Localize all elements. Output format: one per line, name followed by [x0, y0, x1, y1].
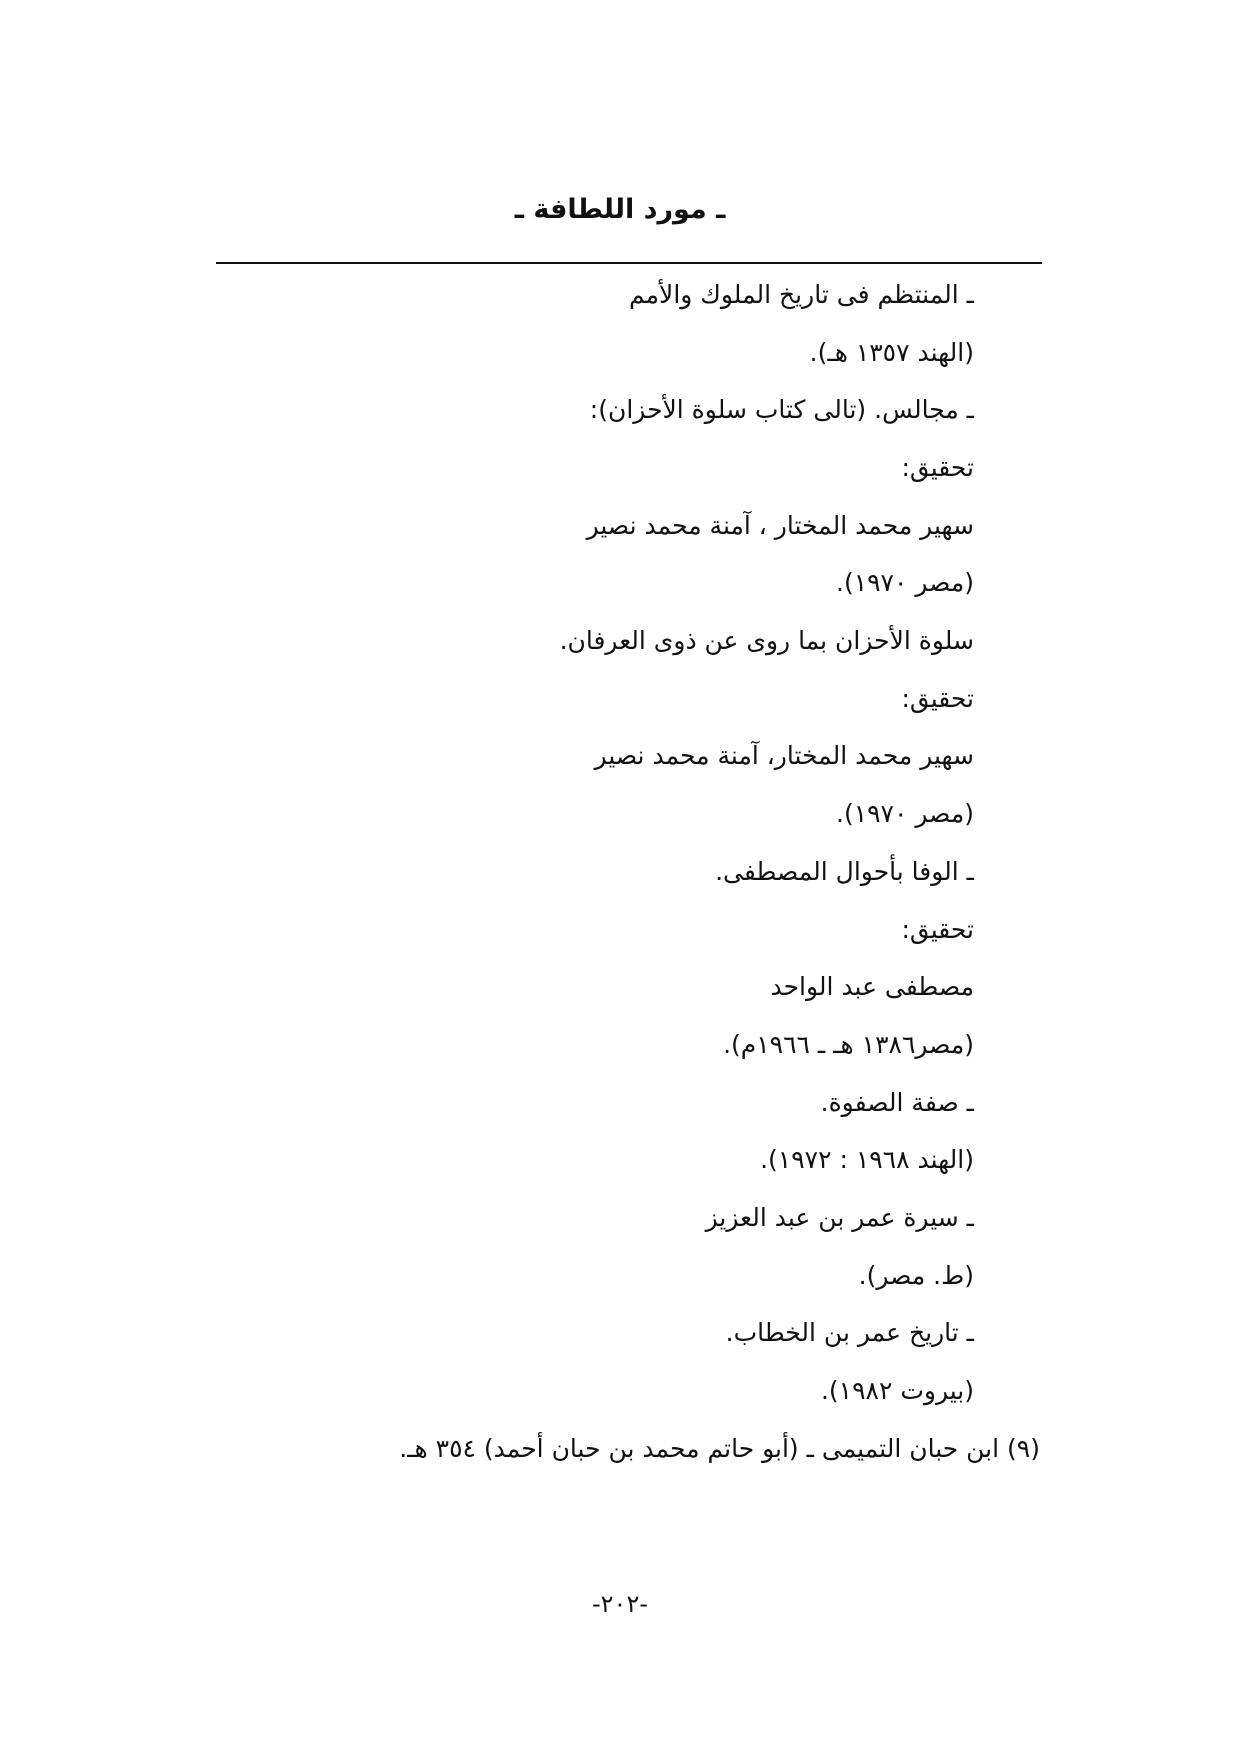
bibliography-line: مصطفى عبد الواحد: [770, 972, 974, 1001]
bibliography-line: ـ الوفا بأحوال المصطفى.: [715, 857, 974, 886]
bibliography-line: (الهند ١٣٥٧ هـ).: [809, 338, 974, 367]
bibliography-line: سهير محمد المختار ، آمنة محمد نصير: [586, 511, 974, 540]
bibliography-line: (٩) ابن حبان التميمى ـ (أبو حاتم محمد بن حبان أحمد) ٣٥٤ هـ.: [399, 1434, 1040, 1463]
bibliography-line: (مصر ١٩٧٠).: [836, 568, 974, 597]
bibliography-line: (بيروت ١٩٨٢).: [820, 1376, 974, 1405]
bibliography-line: ـ صفة الصفوة.: [820, 1088, 974, 1117]
bibliography-line: ـ مجالس. (تالى كتاب سلوة الأحزان):: [589, 395, 974, 424]
bibliography-line: تحقيق:: [901, 915, 974, 944]
bibliography-line: تحقيق:: [901, 684, 974, 713]
bibliography-line: (الهند ١٩٦٨ : ١٩٧٢).: [760, 1145, 974, 1174]
bibliography-line: ـ تاريخ عمر بن الخطاب.: [725, 1318, 974, 1347]
bibliography-line: (مصر١٣٨٦ هـ ـ ١٩٦٦م).: [723, 1030, 974, 1059]
bibliography-line: ـ المنتظم فى تاريخ الملوك والأمم: [629, 280, 974, 309]
running-header: ـ مورد اللطافة ـ: [514, 194, 726, 225]
bibliography-line: تحقيق:: [901, 453, 974, 482]
bibliography-line: سهير محمد المختار، آمنة محمد نصير: [594, 741, 974, 770]
page-number: -٢٠٢-: [591, 1590, 648, 1618]
bibliography-line: سلوة الأحزان بما روى عن ذوى العرفان.: [559, 626, 974, 655]
bibliography-line: ـ سيرة عمر بن عبد العزيز: [705, 1203, 974, 1232]
bibliography-line: (ط. مصر).: [858, 1261, 974, 1290]
bibliography-line: (مصر ١٩٧٠).: [836, 799, 974, 828]
